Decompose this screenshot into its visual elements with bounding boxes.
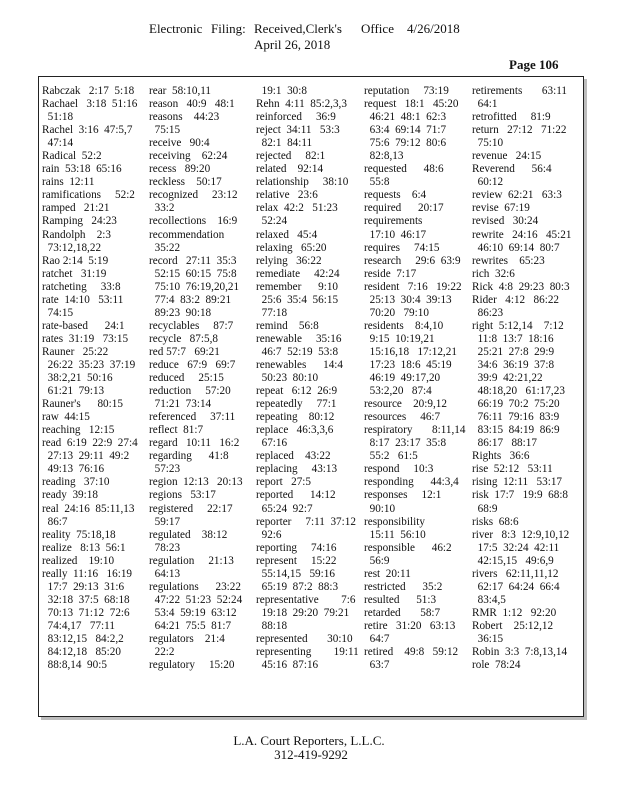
filing-header bbox=[0, 21, 618, 61]
index-entry: Radical 52:2 bbox=[42, 150, 102, 163]
index-entry: responsible 46:2 bbox=[364, 541, 452, 554]
index-entry: role 78:24 bbox=[472, 659, 521, 672]
index-entry: 51:18 bbox=[42, 111, 74, 124]
index-entry: rates 31:19 73:15 bbox=[42, 332, 129, 345]
index-entry: really 11:16 16:19 bbox=[42, 567, 133, 580]
index-entry: recess 89:20 bbox=[149, 163, 211, 176]
header-office: Office bbox=[361, 21, 394, 36]
index-entry: respiratory 8:11,14 bbox=[364, 424, 466, 437]
index-entry: 86:17 88:17 bbox=[472, 437, 537, 450]
index-entry: residents 8:4,10 bbox=[364, 319, 444, 332]
header-electronic: Electronic bbox=[149, 21, 203, 36]
index-entry: 19:18 29:20 79:21 bbox=[256, 606, 350, 619]
index-entry: recycle 87:5,8 bbox=[149, 332, 218, 345]
index-entry: reporting 74:16 bbox=[256, 541, 337, 554]
index-entry: 89:23 90:18 bbox=[149, 306, 212, 319]
index-column-5 bbox=[472, 85, 571, 672]
index-entry: rewrite 24:16 45:21 bbox=[472, 228, 572, 241]
index-entry: requested 48:6 bbox=[364, 163, 444, 176]
index-entry: 70:20 79:10 bbox=[364, 306, 429, 319]
index-entry: representing 19:11 bbox=[256, 646, 359, 659]
index-entry: 27:13 29:11 49:2 bbox=[42, 450, 130, 463]
index-entry: 65:19 87:2 88:3 bbox=[256, 580, 339, 593]
index-entry: 47:14 bbox=[42, 137, 74, 150]
index-entry: remediate 42:24 bbox=[256, 267, 340, 280]
index-entry: 86:23 bbox=[472, 306, 504, 319]
header-date-line: April 26, 2018 bbox=[254, 37, 331, 52]
index-entry: represent 15:22 bbox=[256, 554, 337, 567]
index-entry: retirements 63:11 bbox=[472, 85, 567, 97]
index-entry: related 92:14 bbox=[256, 163, 324, 176]
index-entry: 90:10 bbox=[364, 502, 396, 515]
index-entry: Rights 36:6 bbox=[472, 450, 530, 463]
index-entry: relationship 38:10 bbox=[256, 176, 349, 189]
index-entry: ramped 21:21 bbox=[42, 202, 110, 215]
index-entry: 60:12 bbox=[472, 176, 504, 189]
index-entry: 52:24 bbox=[256, 215, 288, 228]
index-entry: 61:21 79:13 bbox=[42, 385, 105, 398]
index-entry: 75:6 79:12 80:6 bbox=[364, 137, 447, 150]
index-entry: 25:6 35:4 56:15 bbox=[256, 293, 339, 306]
index-entry: Robert 25:12,12 bbox=[472, 619, 554, 632]
index-entry: 42:15,15 49:6,9 bbox=[472, 554, 554, 567]
index-entry: resulted 51:3 bbox=[364, 593, 437, 606]
index-entry: 92:6 bbox=[256, 528, 282, 541]
index-entry: resources 46:7 bbox=[364, 411, 441, 424]
footer-phone: 312-419-9292 bbox=[274, 747, 348, 762]
index-entry: recommendation bbox=[149, 228, 225, 241]
index-entry: 75:10 76:19,20,21 bbox=[149, 280, 240, 293]
index-entry: rear 58:10,11 bbox=[149, 85, 212, 97]
index-entry: real 24:16 85:11,13 bbox=[42, 502, 135, 515]
index-entry: 86:7 bbox=[42, 515, 68, 528]
index-entry: 17:23 18:6 45:19 bbox=[364, 358, 452, 371]
index-entry: recollections 16:9 bbox=[149, 215, 238, 228]
index-entry: resource 20:9,12 bbox=[364, 398, 447, 411]
index-entry: 46:21 48:1 62:3 bbox=[364, 111, 447, 124]
index-entry: Reverend 56:4 bbox=[472, 163, 552, 176]
index-entry: 38:2,21 50:16 bbox=[42, 372, 113, 385]
index-entry: RMR 1:12 92:20 bbox=[472, 606, 557, 619]
index-entry: rising 12:11 53:17 bbox=[472, 476, 563, 489]
index-entry: regard 10:11 16:2 bbox=[149, 437, 240, 450]
index-entry: 71:21 73:14 bbox=[149, 398, 212, 411]
index-entry: respond 10:3 bbox=[364, 463, 434, 476]
index-entry: research 29:6 63:9 bbox=[364, 254, 461, 267]
index-entry: rejected 82:1 bbox=[256, 150, 326, 163]
header-filing: Filing: bbox=[211, 21, 246, 36]
index-entry: 17:10 46:17 bbox=[364, 228, 427, 241]
index-entry: risk 17:7 19:9 68:8 bbox=[472, 489, 569, 502]
index-entry: relax 42:2 51:23 bbox=[256, 202, 338, 215]
index-entry: requests 6:4 bbox=[364, 189, 427, 202]
index-entry: reside 7:17 bbox=[364, 267, 417, 280]
index-entry: 78:23 bbox=[149, 541, 181, 554]
index-entry: Rauner's 80:15 bbox=[42, 398, 123, 411]
index-entry: 75:10 bbox=[472, 137, 504, 150]
index-entry: 77:18 bbox=[256, 306, 288, 319]
index-entry: 62:17 64:24 66:4 bbox=[472, 580, 560, 593]
index-entry: 64:21 75:5 81:7 bbox=[149, 619, 232, 632]
index-entry: red 57:7 69:21 bbox=[149, 345, 220, 358]
index-entry: retarded 58:7 bbox=[364, 606, 441, 619]
index-entry: region 12:13 20:13 bbox=[149, 476, 243, 489]
index-entry: rise 52:12 53:11 bbox=[472, 463, 553, 476]
index-entry: renewable 35:16 bbox=[256, 332, 342, 345]
index-entry: registered 22:17 bbox=[149, 502, 233, 515]
index-entry: rivers 62:11,11,12 bbox=[472, 567, 559, 580]
index-entry: reporter 7:11 37:12 bbox=[256, 515, 356, 528]
index-entry: 39:9 42:21,22 bbox=[472, 372, 543, 385]
index-entry: 64:1 bbox=[472, 98, 498, 111]
index-entry: 67:16 bbox=[256, 437, 288, 450]
index-entry: remember 9:10 bbox=[256, 280, 339, 293]
index-entry: responses 12:1 bbox=[364, 489, 442, 502]
index-entry: 83:4,5 bbox=[472, 593, 506, 606]
index-entry: Rider 4:12 86:22 bbox=[472, 293, 560, 306]
index-entry: reflect 81:7 bbox=[149, 424, 204, 437]
index-entry: relaxed 45:4 bbox=[256, 228, 318, 241]
index-entry: 66:19 70:2 75:20 bbox=[472, 398, 560, 411]
index-entry: 11:8 13:7 18:16 bbox=[472, 332, 554, 345]
index-entry: request 18:1 45:20 bbox=[364, 98, 459, 111]
index-entry: rich 32:6 bbox=[472, 267, 515, 280]
index-entry: 49:13 76:16 bbox=[42, 463, 105, 476]
index-entry: 83:15 84:19 86:9 bbox=[472, 424, 560, 437]
index-entry: 76:11 79:16 83:9 bbox=[472, 411, 560, 424]
index-entry: 53:4 59:19 63:12 bbox=[149, 606, 237, 619]
index-entry: representative 7:6 bbox=[256, 593, 356, 606]
index-entry: reasons 44:23 bbox=[149, 111, 220, 124]
index-entry: 25:21 27:8 29:9 bbox=[472, 345, 555, 358]
index-entry: reckless 50:17 bbox=[149, 176, 222, 189]
index-entry: 32:18 37:5 68:18 bbox=[42, 593, 130, 606]
index-entry: 45:16 87:16 bbox=[256, 659, 319, 672]
index-entry: 46:19 49:17,20 bbox=[364, 372, 441, 385]
index-entry: Rao 2:14 5:19 bbox=[42, 254, 109, 267]
index-entry: Rachael 3:18 51:16 bbox=[42, 98, 138, 111]
index-entry: requirements bbox=[364, 215, 423, 228]
index-entry: realized 19:10 bbox=[42, 554, 115, 567]
index-entry: 48:18,20 61:17,23 bbox=[472, 385, 565, 398]
index-entry: relative 23:6 bbox=[256, 189, 318, 202]
index-entry: return 27:12 71:22 bbox=[472, 124, 567, 137]
index-entry: rain 53:18 65:16 bbox=[42, 163, 122, 176]
index-entry: 63:7 bbox=[364, 659, 390, 672]
index-entry: 82:8,13 bbox=[364, 150, 404, 163]
header-received: Received,Clerk's bbox=[254, 21, 342, 36]
index-entry: river 8:3 12:9,10,12 bbox=[472, 528, 570, 541]
index-entry: 46:10 69:14 80:7 bbox=[472, 241, 560, 254]
index-entry: realize 8:13 56:1 bbox=[42, 541, 126, 554]
index-entry: Rehn 4:11 85:2,3,3 bbox=[256, 98, 347, 111]
index-entry: receiving 62:24 bbox=[149, 150, 228, 163]
index-entry: 59:17 bbox=[149, 515, 181, 528]
index-entry: regulation 21:13 bbox=[149, 554, 234, 567]
index-entry: 55:14,15 59:16 bbox=[256, 567, 335, 580]
index-entry: reject 34:11 53:3 bbox=[256, 124, 340, 137]
index-entry: ratchet 31:19 bbox=[42, 267, 107, 280]
index-column-3 bbox=[256, 85, 359, 672]
index-entry: reputation 73:19 bbox=[364, 85, 449, 97]
index-entry: receive 90:4 bbox=[149, 137, 210, 150]
index-entry: represented 30:10 bbox=[256, 632, 353, 645]
index-entry: record 27:11 35:3 bbox=[149, 254, 237, 267]
index-entry: 8:17 23:17 35:8 bbox=[364, 437, 447, 450]
index-entry: 56:9 bbox=[364, 554, 390, 567]
index-entry: repeat 6:12 26:9 bbox=[256, 385, 338, 398]
index-entry: revenue 24:15 bbox=[472, 150, 542, 163]
index-entry: 82:1 84:11 bbox=[256, 137, 313, 150]
index-entry: referenced 37:11 bbox=[149, 411, 236, 424]
index-entry: reported 14:12 bbox=[256, 489, 336, 502]
index-entry: 17:7 29:13 31:6 bbox=[42, 580, 125, 593]
index-entry: required 20:17 bbox=[364, 202, 444, 215]
index-entry: 88:8,14 90:5 bbox=[42, 659, 107, 672]
index-column-1 bbox=[42, 85, 138, 672]
index-entry: report 27:5 bbox=[256, 476, 311, 489]
index-entry: reality 75:18,18 bbox=[42, 528, 116, 541]
index-entry: reinforced 36:9 bbox=[256, 111, 336, 124]
page-number: Page 106 bbox=[509, 57, 559, 72]
index-entry: 57:23 bbox=[149, 463, 181, 476]
index-entry: repeating 80:12 bbox=[256, 411, 335, 424]
index-entry: retired 49:8 59:12 bbox=[364, 646, 459, 659]
index-entry: Randolph 2:3 bbox=[42, 228, 111, 241]
index-entry: Rick 4:8 29:23 80:3 bbox=[472, 280, 570, 293]
index-entry: 25:13 30:4 39:13 bbox=[364, 293, 452, 306]
index-entry: 52:15 60:15 75:8 bbox=[149, 267, 237, 280]
index-entry: ratcheting 33:8 bbox=[42, 280, 121, 293]
index-entry: 26:22 35:23 37:19 bbox=[42, 358, 136, 371]
index-entry: relying 36:22 bbox=[256, 254, 322, 267]
index-entry: retire 31:20 63:13 bbox=[364, 619, 456, 632]
index-entry: 84:12,18 85:20 bbox=[42, 646, 121, 659]
header-date: 4/26/2018 bbox=[407, 21, 460, 36]
index-entry: regulations 23:22 bbox=[149, 580, 241, 593]
index-entry: 36:15 bbox=[472, 632, 504, 645]
index-entry: rate-based 24:1 bbox=[42, 319, 125, 332]
index-entry: regions 53:17 bbox=[149, 489, 216, 502]
index-entry: responsibility bbox=[364, 515, 425, 528]
index-entry: 50:23 80:10 bbox=[256, 372, 319, 385]
index-entry: read 6:19 22:9 27:4 bbox=[42, 437, 138, 450]
index-entry: Robin 3:3 7:8,13,14 bbox=[472, 646, 568, 659]
index-entry: 17:5 32:24 42:11 bbox=[472, 541, 560, 554]
index-entry: 75:15 bbox=[149, 124, 181, 137]
index-entry: 22:2 bbox=[149, 646, 175, 659]
index-entry: 74:4,17 77:11 bbox=[42, 619, 115, 632]
index-entry: reading 37:10 bbox=[42, 476, 110, 489]
index-entry: review 62:21 63:3 bbox=[472, 189, 562, 202]
index-entry: 83:12,15 84:2,2 bbox=[42, 632, 124, 645]
index-entry: 73:12,18,22 bbox=[42, 241, 102, 254]
index-entry: retrofitted 81:9 bbox=[472, 111, 551, 124]
index-entry: remind 56:8 bbox=[256, 319, 319, 332]
index-entry: restricted 35:2 bbox=[364, 580, 443, 593]
index-entry: 88:18 bbox=[256, 619, 288, 632]
index-entry: rate 14:10 53:11 bbox=[42, 293, 124, 306]
index-entry: responding 44:3,4 bbox=[364, 476, 459, 489]
index-entry: risks 68:6 bbox=[472, 515, 519, 528]
index-entry: 9:15 10:19,21 bbox=[364, 332, 435, 345]
index-entry: 64:7 bbox=[364, 632, 390, 645]
index-column-4 bbox=[364, 85, 466, 672]
index-entry: reduce 67:9 69:7 bbox=[149, 358, 236, 371]
index-entry: Rauner 25:22 bbox=[42, 345, 109, 358]
index-entry: renewables 14:4 bbox=[256, 358, 343, 371]
index-entry: ready 39:18 bbox=[42, 489, 98, 502]
index-entry: recognized 23:12 bbox=[149, 189, 238, 202]
index-column-2 bbox=[149, 85, 243, 672]
index-entry: 19:1 30:8 bbox=[256, 85, 307, 97]
index-entry: 35:22 bbox=[149, 241, 181, 254]
index-entry: recyclables 87:7 bbox=[149, 319, 234, 332]
index-entry: revised 30:24 bbox=[472, 215, 539, 228]
index-entry: 34:6 36:19 37:8 bbox=[472, 358, 555, 371]
index-entry: 15:11 56:10 bbox=[364, 528, 426, 541]
index-entry: reason 40:9 48:1 bbox=[149, 98, 235, 111]
index-entry: reduced 25:15 bbox=[149, 372, 224, 385]
index-entry: 46:7 52:19 53:8 bbox=[256, 345, 339, 358]
index-entry: reduction 57:20 bbox=[149, 385, 231, 398]
index-entry: replaced 43:22 bbox=[256, 450, 331, 463]
index-entry: 55:2 61:5 bbox=[364, 450, 418, 463]
index-entry: resident 7:16 19:22 bbox=[364, 280, 462, 293]
index-entry: regulatory 15:20 bbox=[149, 659, 235, 672]
index-entry: rains 12:11 bbox=[42, 176, 95, 189]
index-entry: right 5:12,14 7:12 bbox=[472, 319, 564, 332]
index-entry: rewrites 65:23 bbox=[472, 254, 545, 267]
index-entry: Rabczak 2:17 5:18 bbox=[42, 85, 135, 97]
index-entry: regarding 41:8 bbox=[149, 450, 229, 463]
index-entry: 70:13 71:12 72:6 bbox=[42, 606, 130, 619]
index-entry: 15:16,18 17:12,21 bbox=[364, 345, 457, 358]
index-entry: requires 74:15 bbox=[364, 241, 440, 254]
index-entry: 47:22 51:23 52:24 bbox=[149, 593, 243, 606]
index-entry: rest 20:11 bbox=[364, 567, 411, 580]
index-entry: 77:4 83:2 89:21 bbox=[149, 293, 232, 306]
index-entry: raw 44:15 bbox=[42, 411, 90, 424]
index-entry: 53:2,20 87:4 bbox=[364, 385, 432, 398]
index-entry: Ramping 24:23 bbox=[42, 215, 117, 228]
index-entry: 63:4 69:14 71:7 bbox=[364, 124, 447, 137]
index-entry: 33:2 bbox=[149, 202, 175, 215]
index-entry: Rachel 3:16 47:5,7 bbox=[42, 124, 133, 137]
index-entry: relaxing 65:20 bbox=[256, 241, 327, 254]
index-entry: 64:13 bbox=[149, 567, 181, 580]
index-entry: replace 46:3,3,6 bbox=[256, 424, 334, 437]
index-entry: ramifications 52:2 bbox=[42, 189, 135, 202]
index-entry: 65:24 92:7 bbox=[256, 502, 313, 515]
index-entry: regulators 21:4 bbox=[149, 632, 225, 645]
index-entry: 55:8 bbox=[364, 176, 390, 189]
index-entry: regulated 38:12 bbox=[149, 528, 228, 541]
index-entry: reaching 12:15 bbox=[42, 424, 115, 437]
index-entry: 68:9 bbox=[472, 502, 498, 515]
footer-company: L.A. Court Reporters, L.L.C. bbox=[233, 733, 385, 748]
index-entry: repeatedly 77:1 bbox=[256, 398, 337, 411]
index-entry: revise 67:19 bbox=[472, 202, 530, 215]
index-entry: 74:15 bbox=[42, 306, 74, 319]
index-entry: replacing 43:13 bbox=[256, 463, 338, 476]
